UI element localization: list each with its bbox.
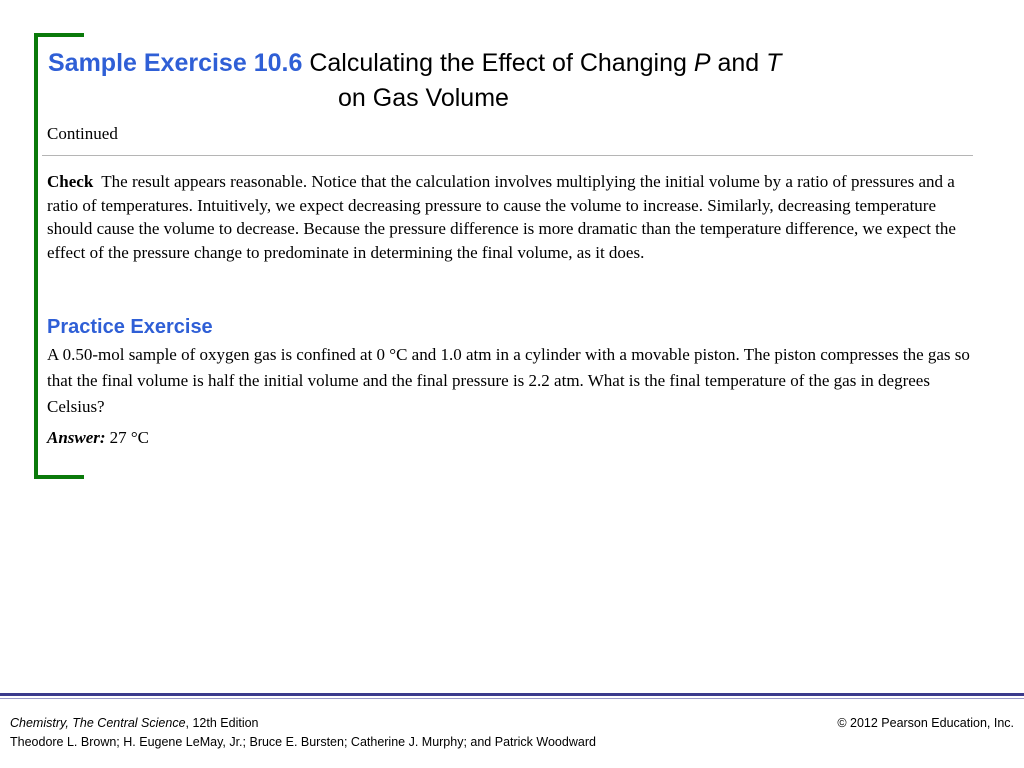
- slide-title: [48, 46, 948, 116]
- practice-exercise-text: A 0.50-mol sample of oxygen gas is confined at 0 °C and 1.0 atm in a cylinder with a movable piston. The piston compresses the gas so that the final volume is half the initial volume and the final pressure is 2.2 atm. What is the final temperature of the gas in degrees Celsius?: [47, 345, 970, 416]
- continued-label: Continued: [47, 124, 118, 143]
- title-var-p: P: [693, 49, 711, 77]
- footer-authors: Theodore L. Brown; H. Eugene LeMay, Jr.; Bruce E. Bursten; Catherine J. Murphy; and Patrick Woodward: [10, 735, 596, 749]
- title-part1: Calculating the Effect of Changing: [309, 49, 687, 77]
- title-and: and: [717, 49, 760, 77]
- title-line2: on Gas Volume: [338, 84, 509, 112]
- answer-line: [47, 428, 149, 448]
- answer-label: Answer:: [47, 428, 106, 447]
- divider: [42, 155, 973, 156]
- footer-copyright: © 2012 Pearson Education, Inc.: [837, 716, 1014, 730]
- title-var-t: T: [766, 49, 782, 77]
- footer: [10, 714, 1014, 752]
- footer-divider-thin: [0, 698, 1024, 699]
- footer-divider: [0, 693, 1024, 696]
- check-text: The result appears reasonable. Notice that the calculation involves multiplying the initial volume by a ratio of pressures and a ratio of temperatures. Intuitively, we expect decreasing pressure to cause the volume to increase. Similarly, decreasing temperature should cause the volume to decrease. Because the pressure difference is more dramatic than the temperature difference, we expect the effect of the pressure change to predominate in determining the final volume, as it does.: [47, 172, 956, 262]
- practice-exercise-heading: Practice Exercise: [47, 316, 213, 338]
- check-paragraph: [47, 170, 977, 264]
- exercise-label: Sample Exercise 10.6: [48, 49, 303, 77]
- check-label: Check: [47, 172, 94, 191]
- footer-book-title: Chemistry, The Central Science: [10, 716, 186, 730]
- footer-edition: , 12th Edition: [185, 716, 259, 730]
- answer-value: 27 °C: [109, 428, 149, 447]
